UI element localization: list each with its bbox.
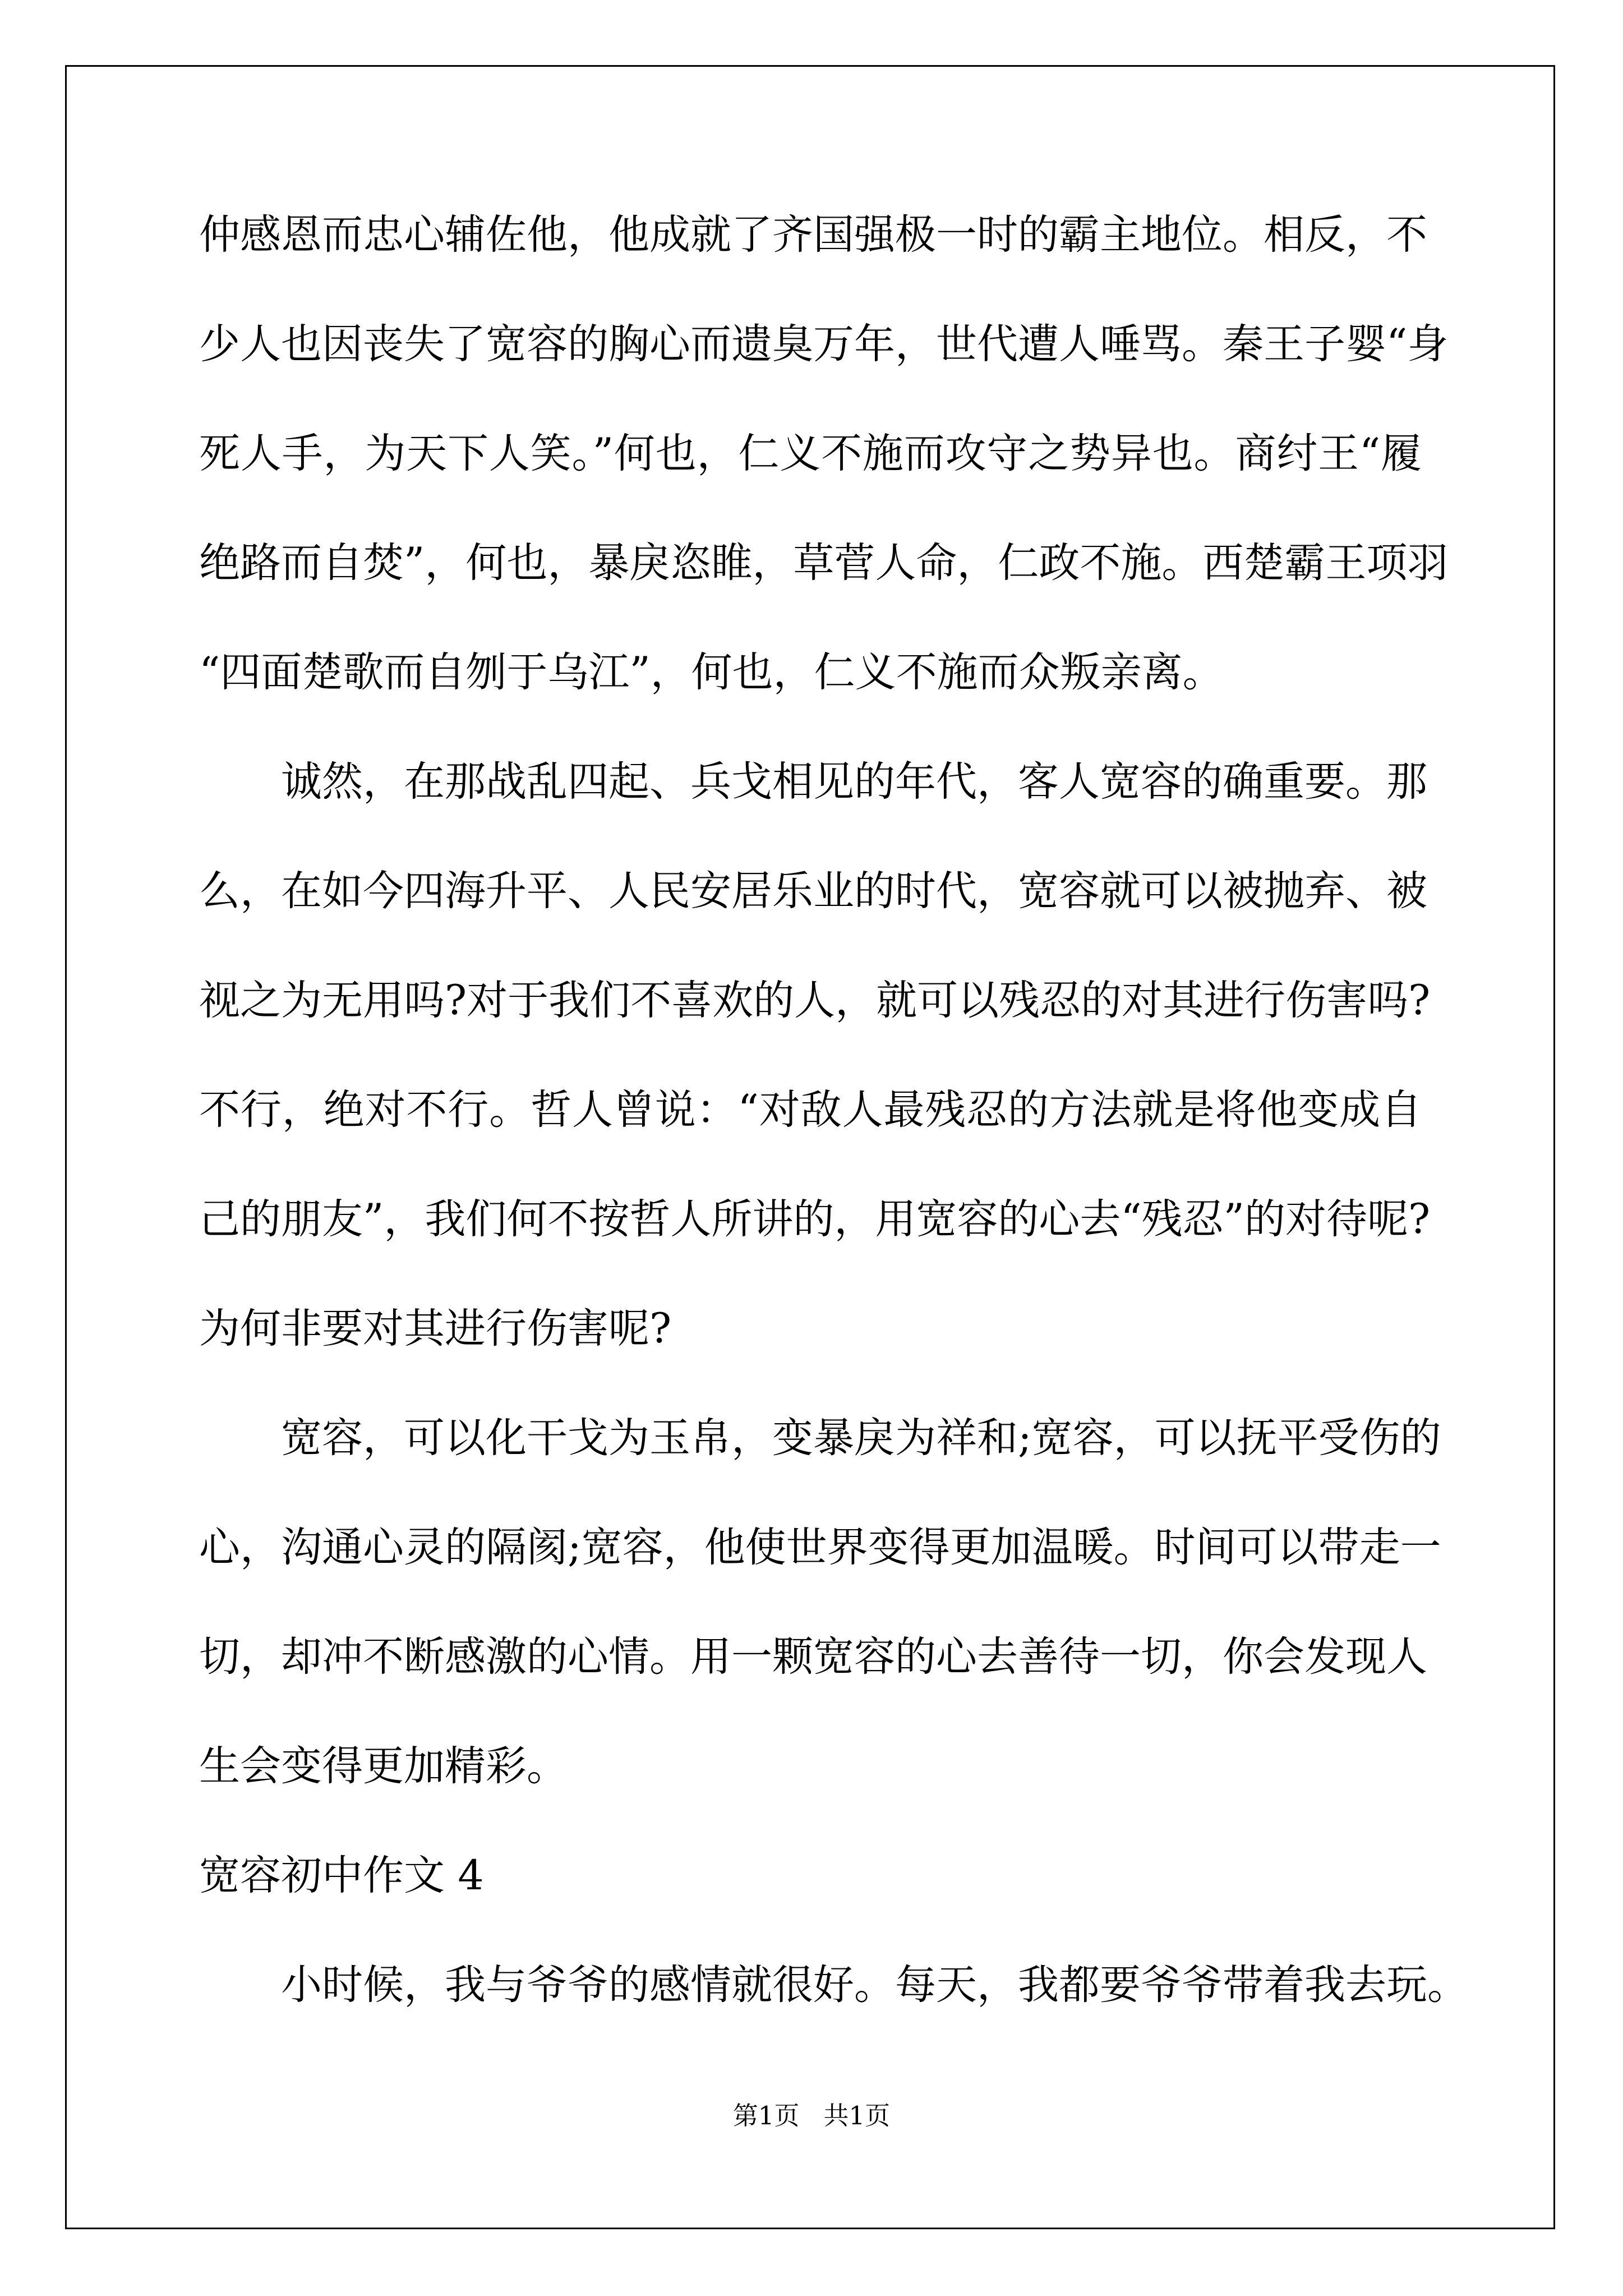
text-line: 切，却冲不断感激的心情。用一颗宽容的心去善待一切，你会发现人 [199, 1633, 1427, 1681]
text-line: 为何非要对其进行伤害呢? [199, 1305, 672, 1352]
text-line: 视之为无用吗?对于我们不喜欢的人，就可以残忍的对其进行伤害吗? [199, 977, 1431, 1024]
text-line: 不行，绝对不行。哲人曾说：“对敌人最残忍的方法就是将他变成自 [199, 1086, 1422, 1134]
text-line: “四面楚歌而自刎于乌江”，何也，仁义不施而众叛亲离。 [199, 648, 1224, 696]
document-body [199, 208, 1468, 2012]
paragraph-first-line: 小时候，我与爷爷的感情就很好。每天，我都要爷爷带着我去玩。 [281, 1961, 1468, 2009]
section-heading: 宽容初中作文 4 [199, 1852, 484, 1899]
text-line: 心，沟通心灵的隔阂;宽容，他使世界变得更加温暖。时间可以带走一 [199, 1524, 1441, 1571]
text-line: 死人手，为天下人笑。”何也，仁义不施而攻守之势异也。商纣王“履 [199, 430, 1422, 477]
text-line: 么，在如今四海升平、人民安居乐业的时代，宽容就可以被抛弃、被 [199, 867, 1427, 915]
text-line: 绝路而自焚”，何也，暴戾恣睢，草菅人命，仁政不施。西楚霸王项羽 [199, 539, 1449, 587]
text-line: 少人也因丧失了宽容的胸心而遗臭万年，世代遭人唾骂。秦王子婴“身 [199, 320, 1449, 368]
paragraph-first-line: 诚然，在那战乱四起、兵戈相见的年代，客人宽容的确重要。那 [281, 758, 1427, 806]
paragraph-first-line: 宽容，可以化干戈为玉帛，变暴戾为祥和;宽容，可以抚平受伤的 [281, 1414, 1441, 1462]
text-line: 生会变得更加精彩。 [199, 1742, 568, 1790]
text-line: 己的朋友”，我们何不按哲人所讲的，用宽容的心去“残忍”的对待呢? [199, 1195, 1431, 1243]
text-line: 仲感恩而忠心辅佐他，他成就了齐国强极一时的霸主地位。相反，不 [199, 211, 1427, 259]
page-footer: 第1页 共1页 [732, 2101, 891, 2131]
